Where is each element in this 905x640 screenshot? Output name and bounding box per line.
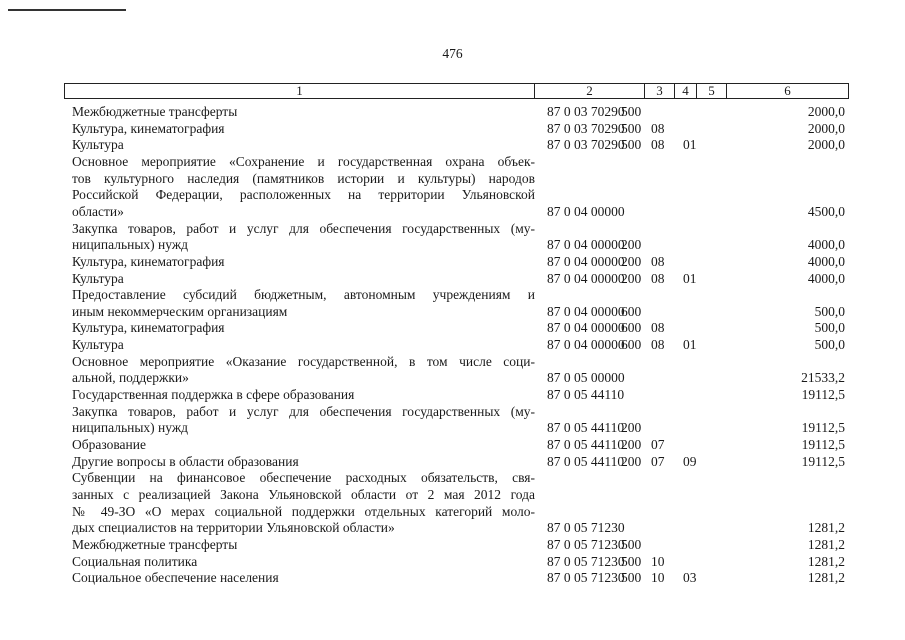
row-vr: 200 xyxy=(621,237,642,253)
row-code: 87 0 04 00000 xyxy=(547,303,625,319)
row-amount: 4000,0 xyxy=(807,237,845,253)
row-description: Культура xyxy=(72,270,124,286)
row-vr: 500 xyxy=(621,536,642,552)
row-code: 87 0 05 71230 xyxy=(547,536,625,552)
row-description: тов культурного наследия (памятников истории и культуры) народов xyxy=(72,170,535,186)
row-rz: 08 xyxy=(651,337,665,353)
row-description: Культура xyxy=(72,337,124,353)
row-rz: 10 xyxy=(651,553,665,569)
header-col-5: 5 xyxy=(697,84,727,98)
row-code: 87 0 04 00000 xyxy=(547,337,625,353)
row-code: 87 0 05 44110 xyxy=(547,453,625,469)
row-vr: 200 xyxy=(621,253,642,269)
row-description: Закупка товаров, работ и услуг для обеспечения государственных (му- xyxy=(72,220,535,236)
row-description: Субвенции на финансовое обеспечение расходных обязательств, свя- xyxy=(72,470,535,486)
header-col-1: 1 xyxy=(65,84,535,98)
row-description: занных с реализацией Закона Ульяновской области от 2 мая 2012 года xyxy=(72,486,535,502)
row-rz: 07 xyxy=(651,453,665,469)
row-description: Культура, кинематография xyxy=(72,320,225,336)
row-vr: 600 xyxy=(621,303,642,319)
row-rz: 08 xyxy=(651,320,665,336)
row-rz: 08 xyxy=(651,253,665,269)
row-description: Социальная политика xyxy=(72,553,198,569)
row-rz: 08 xyxy=(651,120,665,136)
row-vr: 500 xyxy=(621,104,642,119)
row-rz: 08 xyxy=(651,270,665,286)
row-code: 87 0 05 44110 xyxy=(547,420,625,436)
row-amount: 19112,5 xyxy=(801,387,845,403)
row-description: альной, поддержки» xyxy=(72,370,189,386)
header-col-3: 3 xyxy=(645,84,675,98)
row-vr: 200 xyxy=(621,437,642,452)
row-description: Социальное обеспечение населения xyxy=(72,570,279,586)
row-code: 87 0 04 00000 xyxy=(547,203,625,219)
row-rz: 07 xyxy=(651,437,665,452)
row-code: 87 0 03 70290 xyxy=(547,120,625,136)
row-amount: 2000,0 xyxy=(807,137,845,153)
row-description: Культура xyxy=(72,137,124,153)
row-amount: 4500,0 xyxy=(807,203,845,219)
row-amount: 4000,0 xyxy=(807,253,845,269)
row-pr: 09 xyxy=(683,453,697,469)
row-code: 87 0 05 44110 xyxy=(547,387,625,403)
row-amount: 21533,2 xyxy=(801,370,845,386)
row-amount: 19112,5 xyxy=(801,437,845,452)
row-amount: 1281,2 xyxy=(807,553,845,569)
row-description: Другие вопросы в области образования xyxy=(72,453,299,469)
header-col-6: 6 xyxy=(784,83,791,98)
row-amount: 1281,2 xyxy=(807,520,845,536)
row-description: ниципальных) нужд xyxy=(72,420,189,436)
row-vr: 600 xyxy=(621,337,642,353)
row-rz: 08 xyxy=(651,137,665,153)
row-description: области» xyxy=(72,203,124,219)
header-col-2: 2 xyxy=(535,84,645,98)
row-description: Культура, кинематография xyxy=(72,253,225,269)
row-description: Предоставление субсидий бюджетным, автономным учреждениям и xyxy=(72,287,535,303)
row-description: Межбюджетные трансферты xyxy=(72,104,238,119)
row-description: дых специалистов на территории Ульяновской области» xyxy=(72,520,395,536)
row-description: Межбюджетные трансферты xyxy=(72,536,238,552)
row-code: 87 0 04 00000 xyxy=(547,253,625,269)
row-description: № 49-ЗО «О мерах социальной поддержки отдельных категорий моло- xyxy=(72,503,535,519)
row-amount: 1281,2 xyxy=(807,570,845,586)
row-description: Основное мероприятие «Оказание государственной, в том числе соци- xyxy=(72,353,535,369)
row-pr: 01 xyxy=(683,137,697,153)
row-description: Российской Федерации, расположенных на территории Ульяновской xyxy=(72,187,535,203)
row-vr: 500 xyxy=(621,120,642,136)
row-amount: 19112,5 xyxy=(801,420,845,436)
row-code: 87 0 04 00000 xyxy=(547,237,625,253)
row-description: ниципальных) нужд xyxy=(72,237,189,253)
row-code: 87 0 05 44110 xyxy=(547,437,625,452)
row-amount: 2000,0 xyxy=(807,104,845,119)
row-code: 87 0 05 71230 xyxy=(547,570,625,586)
row-vr: 500 xyxy=(621,570,642,586)
row-description: Основное мероприятие «Сохранение и государственная охрана объек- xyxy=(72,153,535,169)
row-amount: 19112,5 xyxy=(801,453,845,469)
row-code: 87 0 03 70290 xyxy=(547,137,625,153)
header-col-4: 4 xyxy=(675,84,697,98)
row-code: 87 0 05 71230 xyxy=(547,520,625,536)
row-vr: 200 xyxy=(621,453,642,469)
row-code: 87 0 04 00000 xyxy=(547,320,625,336)
row-pr: 03 xyxy=(683,570,697,586)
row-description: Образование xyxy=(72,437,146,452)
row-amount: 2000,0 xyxy=(807,120,845,136)
page-number: 476 xyxy=(442,46,463,61)
row-vr: 600 xyxy=(621,320,642,336)
row-code: 87 0 04 00000 xyxy=(547,270,625,286)
row-description: Закупка товаров, работ и услуг для обеспечения государственных (му- xyxy=(72,403,535,419)
row-code: 87 0 05 00000 xyxy=(547,370,625,386)
row-description: иным некоммерческим организациям xyxy=(72,303,288,319)
row-pr: 01 xyxy=(683,270,697,286)
row-amount: 500,0 xyxy=(814,320,845,336)
row-description: Государственная поддержка в сфере образования xyxy=(72,387,355,403)
row-code: 87 0 05 71230 xyxy=(547,553,625,569)
row-vr: 200 xyxy=(621,420,642,436)
row-vr: 500 xyxy=(621,137,642,153)
row-pr: 01 xyxy=(683,337,697,353)
row-amount: 1281,2 xyxy=(807,536,845,552)
row-rz: 10 xyxy=(651,570,665,586)
row-vr: 500 xyxy=(621,553,642,569)
row-amount: 4000,0 xyxy=(807,270,845,286)
row-description: Культура, кинематография xyxy=(72,120,225,136)
row-amount: 500,0 xyxy=(814,303,845,319)
row-amount: 500,0 xyxy=(814,337,845,353)
row-vr: 200 xyxy=(621,270,642,286)
row-code: 87 0 03 70290 xyxy=(547,104,625,119)
